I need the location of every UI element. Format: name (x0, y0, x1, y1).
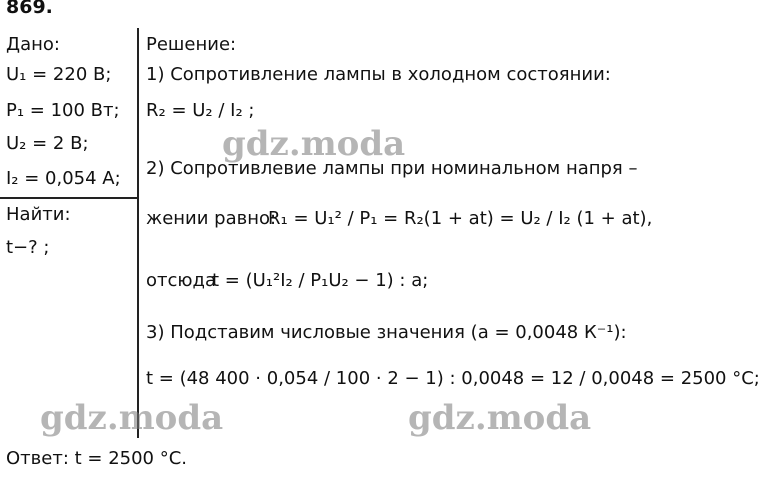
step2-formula: R₁ = U₁² / P₁ = R₂(1 + at) = U₂ / I₂ (1 + at), (268, 208, 653, 229)
watermark: gdz.moda (408, 398, 592, 438)
solution-title: Решение: (146, 34, 237, 55)
find-title: Найти: (6, 204, 71, 225)
answer: Ответ: t = 2500 °C. (6, 448, 188, 469)
given-item: U₂ = 2 В; (6, 133, 89, 154)
watermark: gdz.moda (40, 398, 224, 438)
step3-formula: t = (48 400 · 0,054 / 100 · 2 − 1) : 0,0048 = 12 / 0,0048 = 2500 °C; (146, 368, 760, 389)
step2-text: 2) Сопротивлевие лампы при номинальном напря – (146, 158, 638, 179)
problem-number: 869. (6, 0, 53, 18)
step2-prefix-2: отсюда (146, 270, 217, 291)
step1-text: 1) Сопротивление лампы в холодном состоянии: (146, 64, 611, 85)
step1-formula: R₂ = U₂ / I₂ ; (146, 100, 255, 121)
vertical-divider (137, 28, 139, 438)
step2-result: t = (U₁²I₂ / P₁U₂ − 1) : a; (212, 270, 429, 291)
given-item: U₁ = 220 В; (6, 64, 112, 85)
step3-text: 3) Подставим числовые значения (a = 0,0048 К⁻¹): (146, 322, 627, 343)
given-item: I₂ = 0,054 А; (6, 168, 121, 189)
horizontal-divider (0, 197, 138, 199)
step2-prefix: жении равно: (146, 208, 277, 229)
given-title: Дано: (6, 34, 60, 55)
find-item: t−? ; (6, 237, 50, 258)
given-item: P₁ = 100 Вт; (6, 100, 120, 121)
watermark: gdz.moda (222, 124, 406, 164)
